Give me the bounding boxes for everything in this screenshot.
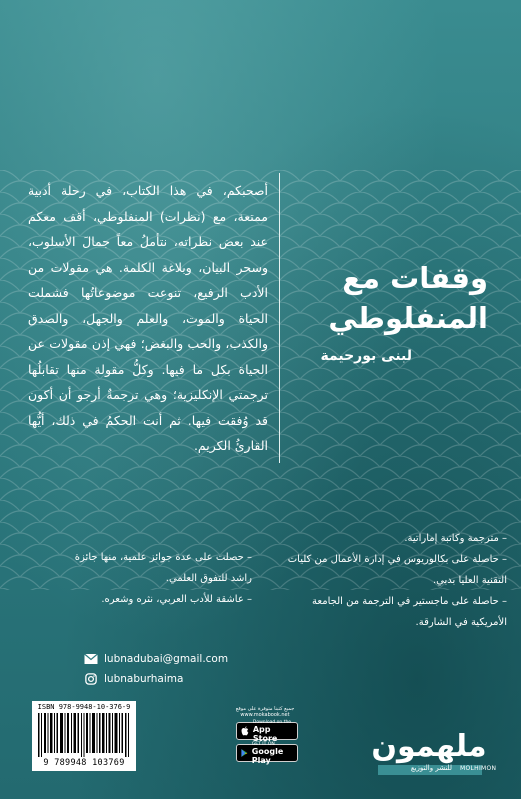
isbn-label: ISBN 978-9948-10-376-9 [37,703,131,711]
google-play-badge[interactable] [236,741,298,765]
bio-item: – مترجمة وكاتبة إماراتية. [404,533,507,544]
store-caption-line: جميع كتبنا متوفرة على موقع [235,706,295,712]
publisher-tagline-ar: للنشر والتوزيع [410,764,452,772]
publisher-logo [370,729,497,778]
email-contact [84,653,228,665]
appstore-small-text: Download on the [252,719,292,725]
isbn-barcode [32,701,136,771]
publisher-tagline-band [378,764,497,775]
store-caption [230,706,300,718]
google-play-icon [241,748,248,758]
barcode-icon [38,713,130,757]
envelope-icon [84,653,98,665]
title-line-2: المنفلوطي [328,301,488,335]
appstore-big-text: App Store [252,724,278,743]
instagram-icon [84,673,98,685]
instagram-contact [84,673,183,685]
store-caption-url: www.mokabook.net [240,712,290,718]
publisher-name: ملهمون [371,729,487,764]
bio-item: – عاشقة للأدب العربي، نثره وشعره. [101,594,252,605]
bio-item: – حصلت على عدة جوائز علمية، منها جائزة راشد للتفوق العلمي. [74,552,252,584]
title-line-1: وقفات مع [342,261,488,295]
googleplay-big-text: Google Play [251,746,284,765]
googleplay-small-text: GET IT ON [251,741,275,747]
author-bio-right [282,528,507,633]
publisher-tagline-en: MOLHIMON [460,765,497,772]
bio-item: – حاصلة على بكالوريوس في إدارة الأعمال من كليات التقنية العليا بدبي. [287,554,507,586]
author-bio-left [66,547,252,610]
app-store-badge[interactable] [236,719,298,743]
author-name: لبنى بورحيمة [320,348,412,364]
divider-line [279,173,280,463]
book-title [298,258,488,338]
barcode-digits: 9 789948 103769 [43,758,125,768]
blurb-text: أصحبكم، في هذا الكتاب، في رحلة أدبية ممتعة، مع (نظرات) المنفلوطي، أقف معكم عند بعض نظراته، نتأملُ معاً جمالَ الأسلوب، وسحر البيان، وبلاغة الكلمة. هي مقولات من الأدب الرفيع، تنوعت موضوعاتُها فشملت الحياة والموت، والعلم والجهل، والصدق والكذب، والحب والبغض؛ فهي إذن مقولات عن الحياة بكل ما فيها. وكلُّ مقولة منها تقابلُها ترجمتي الإنكليزية؛ وهي ترجمةٌ أرجو أن أكون قد وُفقت فيها. ثم أنت الحكمُ في ذلك، أيُّها القارئُ الكريم. [28,183,268,453]
instagram-handle: lubnaburhaima [104,673,184,685]
email-text: lubnadubai@gmail.com [104,653,229,665]
bio-item: – حاصلة على ماجستير في الترجمة من الجامعة الأمريكية في الشارقة. [312,596,507,628]
apple-icon [241,726,249,736]
